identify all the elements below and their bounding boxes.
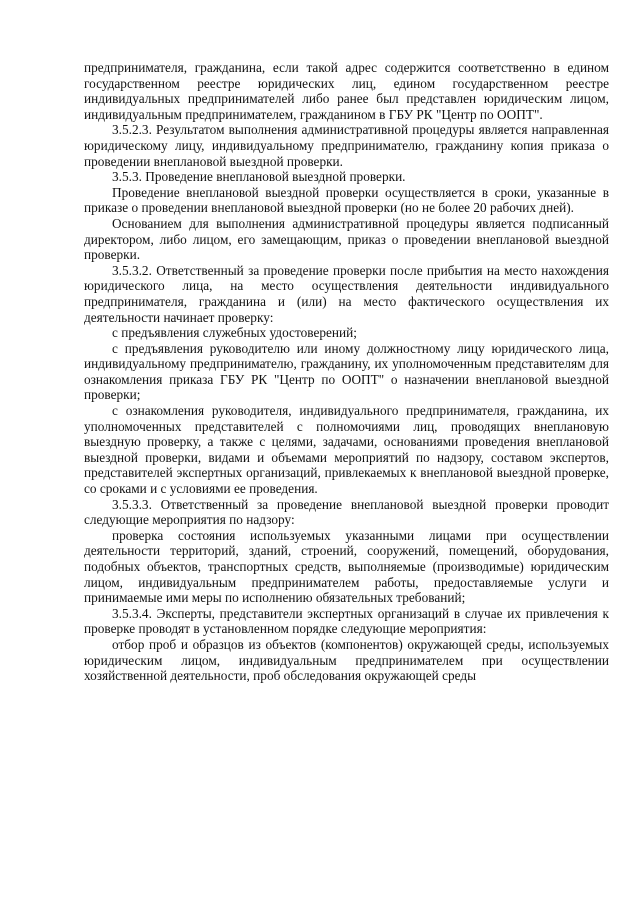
paragraph-2: 3.5.2.3. Результатом выполнения административной процедуры является направленная юридическому лицу, индивидуальному предпринимателю, гражданину копия приказа о проведении внеплановой выездной проверки.: [84, 122, 609, 169]
paragraph-13: отбор проб и образцов из объектов (компонентов) окружающей среды, используемых юридическим лицом, индивидуальным предпринимателем при осуществлении хозяйственной деятельности, проб обследования окружающей среды: [84, 636, 609, 684]
paragraph-11: проверка состояния используемых указанными лицами при осуществлении деятельности территорий, зданий, строений, сооружений, помещений, оборудования, подобных объектов, транспортных средств, выполняемые (производимые) юридическим лицом, индивидуальным предпринимателем работы, предоставляемые услуги и принимаемые ими меры по исполнению обязательных требований;: [84, 527, 609, 606]
paragraph-4: Проведение внеплановой выездной проверки осуществляется в сроки, указанные в приказе о проведении внеплановой выездной проверки (но не более 20 рабочих дней).: [84, 184, 609, 216]
paragraph-5: Основанием для выполнения административной процедуры является подписанный директором, либо лицом, его замещающим, приказ о проведении внеплановой выездной проверки.: [84, 215, 609, 263]
paragraph-8: с предъявления руководителю или иному должностному лицу юридического лица, индивидуальному предпринимателю, гражданину, их уполномоченным представителям для ознакомления приказа ГБУ РК "Центр по ООПТ" о назначении внеплановой выездной проверки;: [84, 340, 609, 403]
paragraph-10: 3.5.3.3. Ответственный за проведение внеплановой выездной проверки проводит следующие мероприятия по надзору:: [84, 496, 609, 528]
paragraph-3: 3.5.3. Проведение внеплановой выездной проверки.: [112, 169, 406, 185]
paragraph-7: с предъявления служебных удостоверений;: [112, 325, 357, 341]
paragraph-6: 3.5.3.2. Ответственный за проведение проверки после прибытия на место нахождения юридического лица, на место осуществления деятельности индивидуального предпринимателя, гражданина и (или) на место фактического осуществления их деятельности начинает проверку:: [84, 262, 609, 325]
paragraph-1: предпринимателя, гражданина, если такой адрес содержится соответственно в едином государственном реестре юридических лиц, едином государственном реестре индивидуальных предпринимателей либо ранее был представлен юридическим лицом, индивидуальным предпринимателем, гражданином в ГБУ РК "Центр по ООПТ".: [84, 60, 609, 122]
paragraph-12: 3.5.3.4. Эксперты, представители экспертных организаций в случае их привлечения к проверке проводят в установленном порядке следующие мероприятия:: [84, 605, 609, 637]
paragraph-9: с ознакомления руководителя, индивидуального предпринимателя, гражданина, их уполномоченных представителей с полномочиями лиц, проводящих внеплановую выездную проверку, а также с целями, задачами, основаниями проведения внеплановой выездной проверки, видами и объемами мероприятий по надзору, составом экспертов, представителей экспертных организаций, привлекаемых к внеплановой выездной проверке, со сроками и с условиями ее проведения.: [84, 403, 609, 497]
